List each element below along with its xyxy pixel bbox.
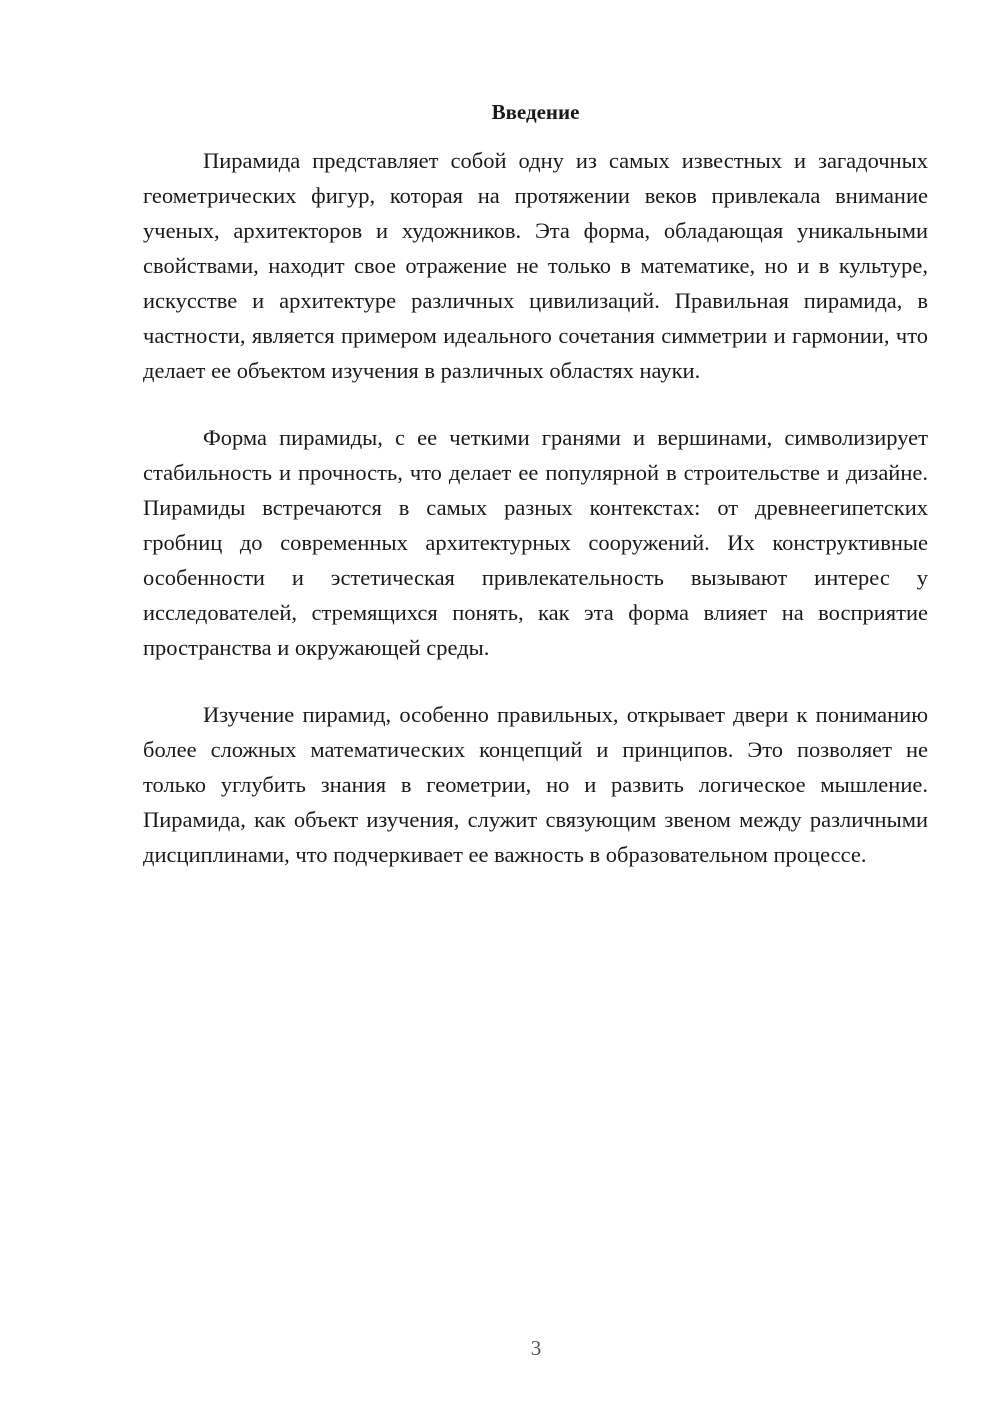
paragraph-3: Изучение пирамид, особенно правильных, открывает двери к пониманию более сложных математических концепций и принципов. Это позволяет не только углубить знания в геометрии, но и развить логическое мышление. Пирамида, как объект изучения, служит связующим звеном между различными дисциплинами, что подчеркивает ее важность в образовательном процессе. xyxy=(143,702,928,867)
page-title: Введение xyxy=(491,100,580,124)
paragraph-1: Пирамида представляет собой одну из самых известных и загадочных геометрических фигур, которая на протяжении веков привлекала внимание ученых, архитекторов и художников. Эта форма, обладающая уникальными свойствами, находит свое отражение не только в математике, но и в культуре, искусстве и архитектуре различных цивилизаций. Правильная пирамида, в частности, является примером идеального сочетания симметрии и гармонии, что делает ее объектом изучения в различных областях науки. xyxy=(143,148,928,383)
paragraph-2: Форма пирамиды, с ее четкими гранями и вершинами, символизирует стабильность и прочность, что делает ее популярной в строительстве и дизайне. Пирамиды встречаются в самых разных контекстах: от древнеегипетских гробниц до современных архитектурных сооружений. Их конструктивные особенности и эстетическая привлекательность вызывают интерес у исследователей, стремящихся понять, как эта форма влияет на восприятие пространства и окружающей среды. xyxy=(143,425,928,660)
page-number: 3 xyxy=(530,1336,542,1360)
document-body xyxy=(143,143,928,904)
